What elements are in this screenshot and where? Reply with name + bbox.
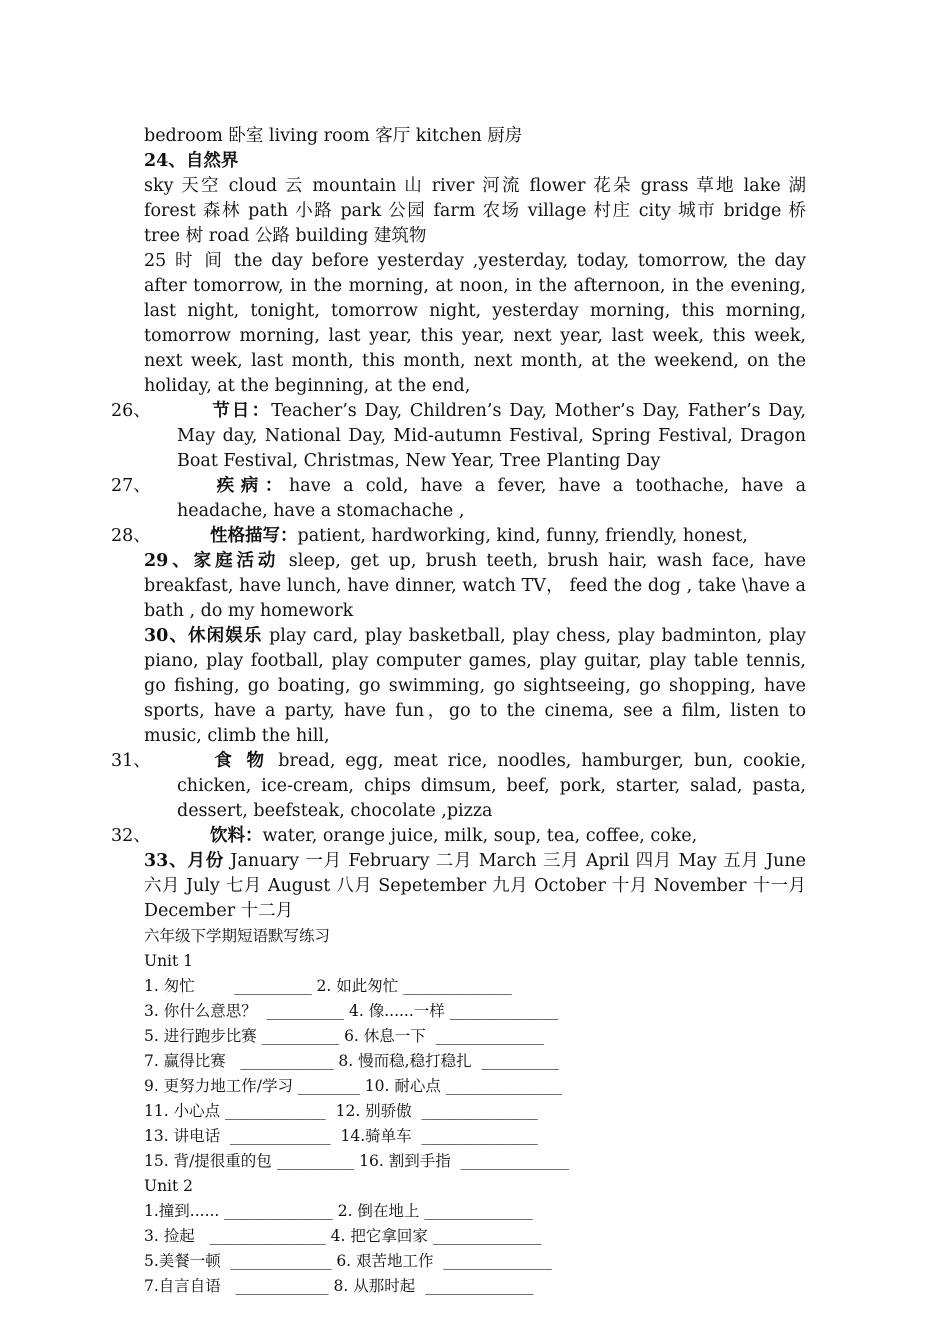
section-27-title: 疾病： [210,476,289,496]
section-29 [144,549,806,624]
unit-2-row: 5.美餐一顿 _____________ 6. 艰苦地工作 ______________ [144,1252,552,1270]
unit-2-row: 1.撞到...... ______________ 2. 倒在地上 ______________ [144,1202,533,1220]
section-24-body: sky 天空 cloud 云 mountain 山 river 河流 flower 花朵 grass 草地 lake 湖 forest 森林 path 小路 park 公园 farm 农场 village 村庄 city 城市 bridge 桥 tree 树 road 公路 building 建筑物 [144,176,806,246]
section-28-body: patient, hardworking, kind, funny, friendly, honest, [297,526,748,546]
section-30-title: 30、休闲娱乐 [144,626,263,646]
section-30 [144,624,806,749]
unit-2-heading: Unit 2 [144,1177,194,1195]
section-31-title: 食 物 [210,751,269,771]
section-27-body: have a cold, have a fever, have a toothache, have a headache, have a stomachache , [177,476,807,521]
section-32-body: water, orange juice, milk, soup, tea, coffee, coke, [262,826,698,846]
section-29-body: sleep, get up, brush teeth, brush hair, wash face, have breakfast, have lunch, have dinner, watch TV， feed the dog , take \have a bath , do my homework [144,551,806,621]
unit-1-row: 15. 背/提很重的包 __________ 16. 割到手指 ______________ [144,1152,570,1170]
section-26-body: Teacher’s Day, Children’s Day, Mother’s Day, Father’s Day, May day, National Day, Mid-autumn Festival, Spring Festival, Dragon Boat Festival, Christmas, New Year, Tree Planting Day [177,401,806,471]
section-28-title: 性格描写： [210,526,298,546]
unit-1-row: 1. 匆忙 __________ 2. 如此匆忙 ______________ [144,977,512,995]
section-26-number: 26、 [111,401,151,421]
section-33-body: January 一月 February 二月 March 三月 April 四月 May 五月 June 六月 July 七月 August 八月 Sepetember 九月 October 十月 November 十一月 December 十二月 [144,851,806,921]
unit-1-heading: Unit 1 [144,952,194,970]
rooms-line: bedroom 卧室 living room 客厅 kitchen 厨房 [144,126,523,146]
section-28-number: 28、 [111,526,151,546]
section-25-body: 25 时 间 the day before yesterday ,yesterday, today, tomorrow, the day after tomorrow, in the morning, at noon, in the afternoon, in the evening, last night, tonight, tomorrow night, yesterday morning, this morning, tomorrow morning, last year, this year, next year, last week, this week, next week, last month, this month, next month, at the weekend, on the holiday, at the beginning, at the end, [144,251,806,396]
section-31-body: bread, egg, meat rice, noodles, hamburger, bun, cookie, chicken, ice-cream, chips dimsum, beef, pork, starter, salad, pasta, dessert, beefsteak, chocolate ,pizza [177,751,807,821]
section-32-title: 饮料： [210,826,263,846]
section-24-title: 24、自然界 [144,151,239,171]
section-30-body: play card, play basketball, play chess, play badminton, play piano, play football, play computer games, play guitar, play table tennis, go fishing, go boating, go swimming, go sightseeing, go shopping, have sports, have a party, have fun，go to the cinema, see a film, listen to music, climb the hill, [144,626,806,746]
section-31 [111,749,807,824]
section-26 [111,399,806,474]
section-33 [144,849,806,924]
section-33-title: 33、月份 [144,851,225,871]
section-29-title: 29、家庭活动 [144,551,280,571]
unit-1-row: 5. 进行跑步比赛 __________ 6. 休息一下 ______________ [144,1027,545,1045]
section-32 [111,824,806,849]
unit-1-row: 3. 你什么意思？ __________ 4. 像......一样 ______________ [144,1002,559,1020]
section-32-number: 32、 [111,826,151,846]
section-27-number: 27、 [111,476,151,496]
unit-1-row: 13. 讲电话 _____________ 14.骑单车 _______________ [144,1127,538,1145]
unit-1-row: 7. 赢得比赛 ____________ 8. 慢而稳,稳打稳扎 __________ [144,1052,559,1070]
section-31-number: 31、 [111,751,151,771]
section-26-title: 节日： [210,401,272,421]
unit-1-row: 11. 小心点 _____________ 12. 别骄傲 _______________ [144,1102,538,1120]
section-28 [111,524,806,549]
section-27 [111,474,807,524]
document-page [111,124,807,1299]
practice-title: 六年级下学期短语默写练习 [144,927,331,945]
unit-2-row: 7.自言自语 ____________ 8. 从那时起 ______________ [144,1277,534,1295]
unit-1-row: 9. 更努力地工作/学习 ________ 10. 耐心点 _______________ [144,1077,563,1095]
unit-2-row: 3. 捡起 _______________ 4. 把它拿回家 ______________ [144,1227,542,1245]
